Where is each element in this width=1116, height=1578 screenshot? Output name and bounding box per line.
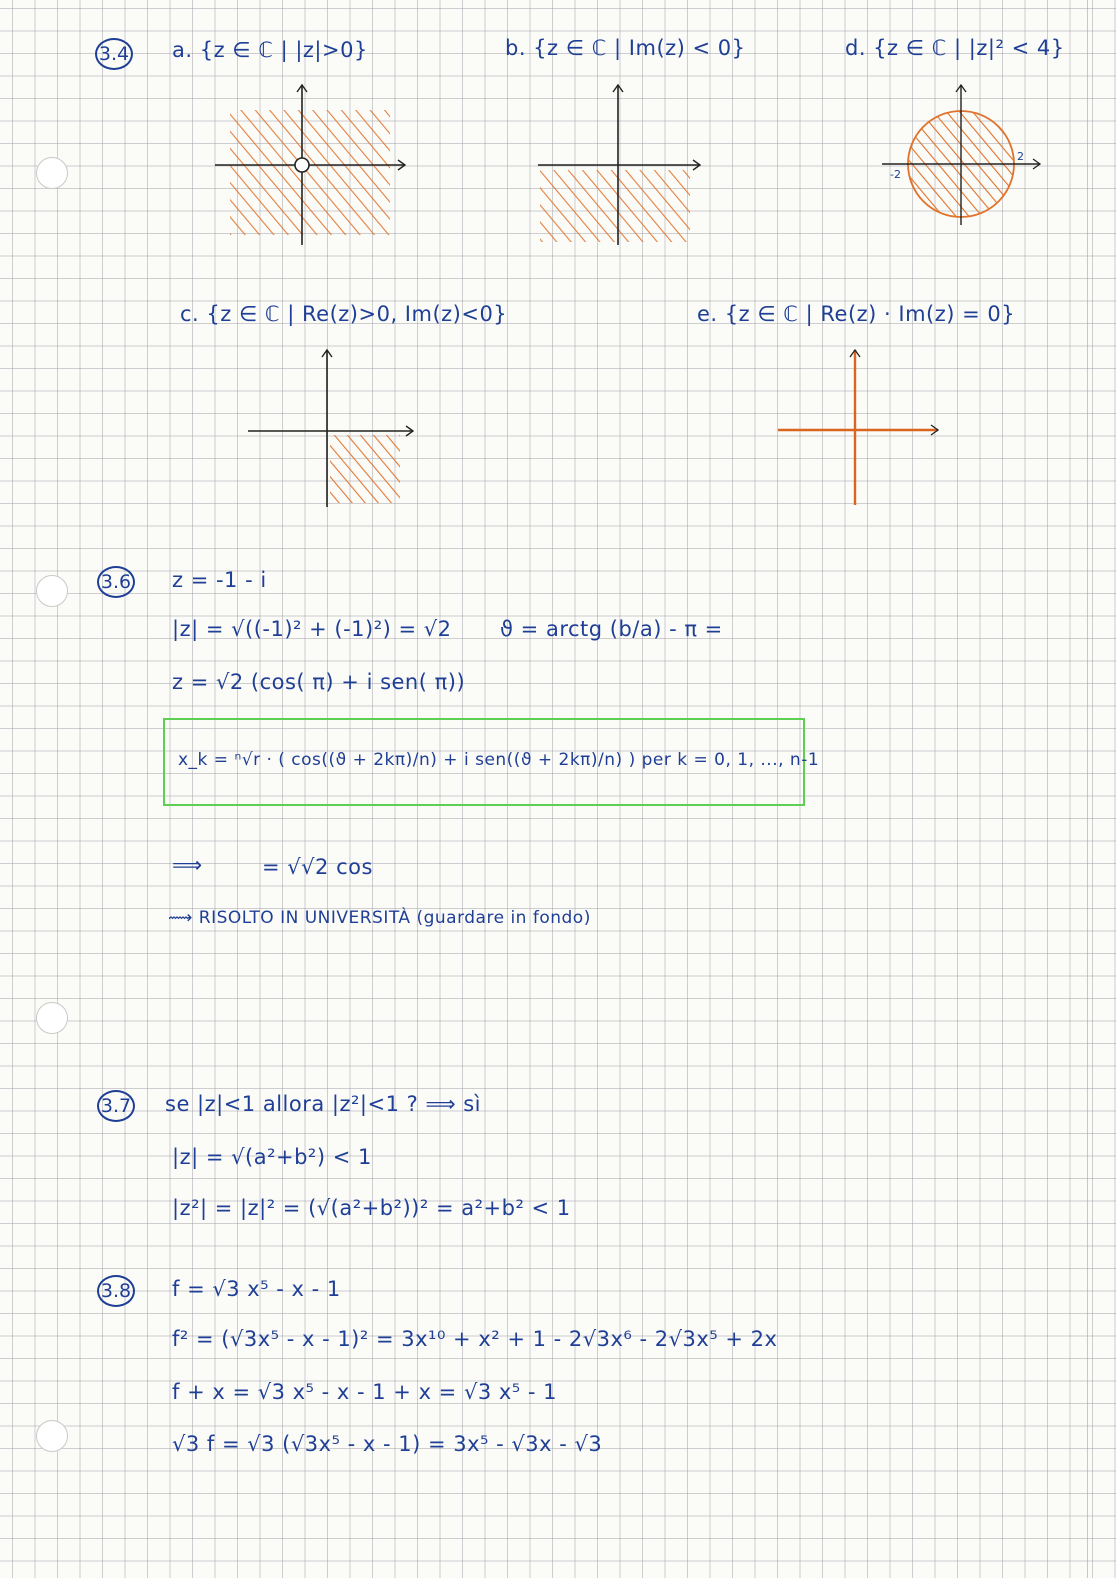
exercise-label-3-8: 3.8 <box>97 1275 135 1307</box>
set-e: e. {z ∈ ℂ | Re(z) · Im(z) = 0} <box>697 302 1016 326</box>
ex36-line4: = √√2 cos <box>262 855 373 879</box>
ex36-implies-arrow: ⟹ <box>172 853 203 877</box>
graph-d-tick-neg2: -2 <box>890 168 901 181</box>
binder-hole-3 <box>36 1002 68 1034</box>
ex36-polar-form: z = √2 (cos( π) + i sen( π)) <box>172 670 466 694</box>
roots-formula: x_k = ⁿ√r · ( cos((ϑ + 2kπ)/n) + i sen((ϑ + 2kπ)/n) ) per k = 0, 1, ..., n-1 <box>178 750 820 770</box>
ex38-line4: √3 f = √3 (√3x⁵ - x - 1) = 3x⁵ - √3x - √3 <box>172 1432 603 1456</box>
ex37-line2: |z| = √(a²+b²) < 1 <box>172 1145 372 1169</box>
set-c: c. {z ∈ ℂ | Re(z)>0, Im(z)<0} <box>180 302 508 326</box>
binder-hole-2 <box>36 575 68 607</box>
graph-c <box>245 345 425 515</box>
graph-d-tick-2: 2 <box>1017 150 1024 163</box>
exercise-label-3-6: 3.6 <box>97 566 135 598</box>
ex38-line1: f = √3 x⁵ - x - 1 <box>172 1277 341 1301</box>
ex36-modulus: |z| = √((-1)² + (-1)²) = √2 <box>172 617 452 641</box>
ex36-line1: z = -1 - i <box>172 568 267 592</box>
ex38-line2: f² = (√3x⁵ - x - 1)² = 3x¹⁰ + x² + 1 - 2√3x⁶ - 2√3x⁵ + 2x <box>172 1327 778 1351</box>
set-d: d. {z ∈ ℂ | |z|² < 4} <box>845 36 1065 60</box>
ex37-line3: |z²| = |z|² = (√(a²+b²))² = a²+b² < 1 <box>172 1196 571 1220</box>
exercise-label-3-4: 3.4 <box>95 38 133 70</box>
set-b: b. {z ∈ ℂ | Im(z) < 0} <box>505 36 746 60</box>
binder-hole-1 <box>36 157 68 189</box>
graph-d <box>880 80 1050 230</box>
binder-hole-4 <box>36 1420 68 1452</box>
graph-e <box>775 345 950 510</box>
right-margin-line <box>1087 0 1088 1578</box>
ex36-theta: ϑ = arctg (b/a) - π = <box>500 617 723 641</box>
graph-b <box>535 80 715 250</box>
set-a: a. {z ∈ ℂ | |z|>0} <box>172 38 368 62</box>
graph-a <box>215 80 415 250</box>
exercise-label-3-7: 3.7 <box>97 1090 135 1122</box>
ex38-line3: f + x = √3 x⁵ - x - 1 + x = √3 x⁵ - 1 <box>172 1380 557 1404</box>
graph-a-origin-hole <box>295 158 309 172</box>
ex36-note: ⟿ RISOLTO IN UNIVERSITÀ (guardare in fondo) <box>168 908 591 928</box>
ex37-question: se |z|<1 allora |z²|<1 ? ⟹ sì <box>165 1092 482 1116</box>
